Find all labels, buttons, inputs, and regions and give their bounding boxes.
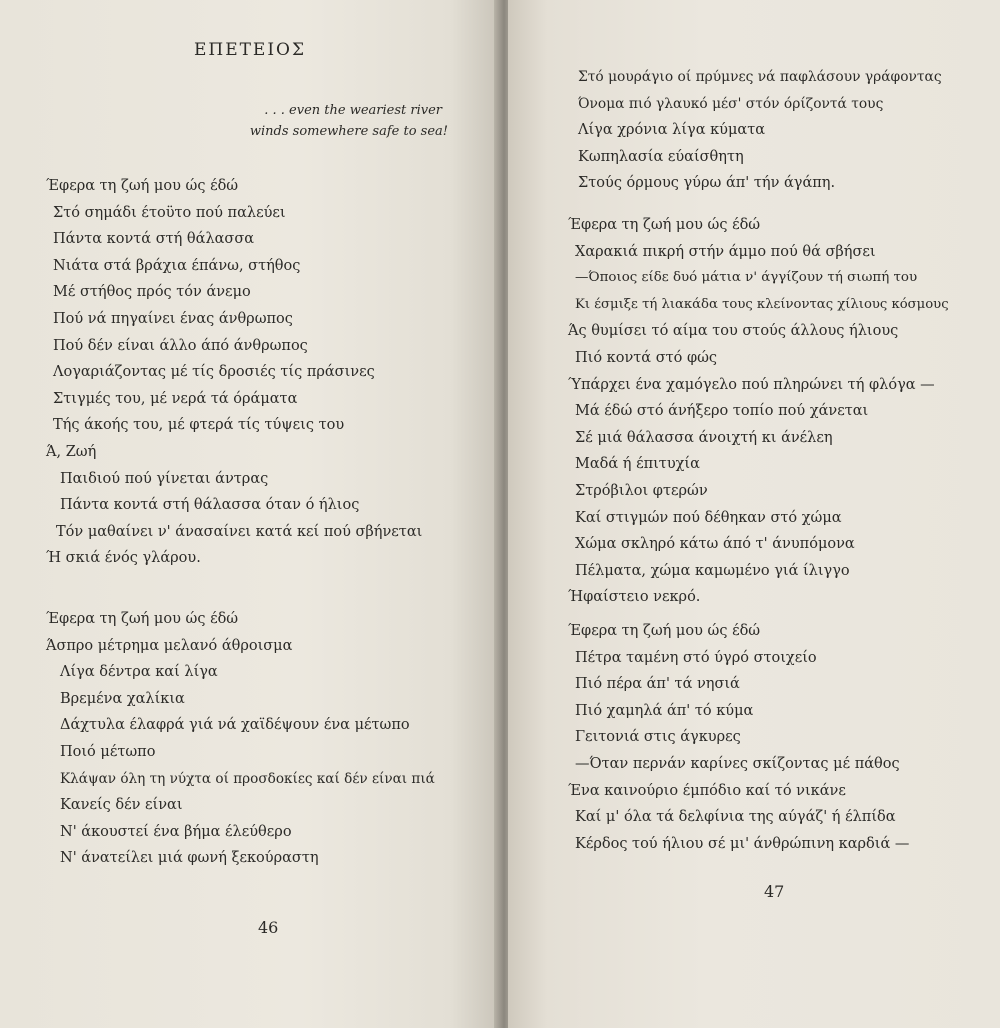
verse-line: Στούς όρμους γύρω άπ' τήν άγάπη.	[578, 175, 836, 192]
verse-line: Νιάτα στά βράχια έπάνω, στήθος	[53, 257, 301, 274]
stanza	[46, 606, 435, 872]
verse-line: Πάντα κοντά στή θάλασσα	[53, 231, 255, 248]
verse-line: Έφερα τη ζωή μου ώς έδώ	[568, 623, 761, 639]
verse-line: Πού δέν είναι άλλο άπό άνθρωπος	[53, 337, 308, 354]
verse-line: Λίγα δέντρα καί λίγα	[60, 664, 218, 681]
verse-line: Καί μ' όλα τά δελφίνια της αύγάζ' ή έλπίδα	[575, 809, 896, 826]
verse-line: Πιό χαμηλά άπ' τό κύμα	[575, 702, 754, 719]
verse-line: Ά, Ζωή	[46, 443, 97, 460]
verse-line: —Όποιος είδε δυό μάτια ν' άγγίζουν τή σιωπή του	[575, 270, 918, 286]
stanza	[568, 618, 909, 857]
epigraph-line: winds somewhere safe to sea!	[249, 124, 448, 139]
verse-line: Λίγα χρόνια λίγα κύματα	[578, 122, 766, 139]
verse-line: Τής άκοής του, μέ φτερά τίς τύψεις του	[53, 417, 345, 434]
verse-line: Ένα καινούριο έμπόδιο καί τό νικάνε	[568, 782, 846, 799]
verse-line: Ήφαίστειο νεκρό.	[568, 589, 701, 606]
verse-line: Στό σημάδι έτοϋτο πού παλεύει	[53, 204, 286, 221]
verse-line: Χαρακιά πικρή στήν άμμο πού θά σβήσει	[575, 243, 876, 260]
verse-line: Πέτρα ταμένη στό ύγρό στοιχείο	[575, 649, 817, 666]
stanza	[578, 64, 942, 197]
verse-line: Πιό πέρα άπ' τά νησιά	[575, 676, 740, 693]
verse-line: Έφερα τη ζωή μου ώς έδώ	[568, 217, 761, 233]
verse-line: Έφερα τη ζωή μου ώς έδώ	[46, 611, 239, 627]
verse-line: Στό μουράγιο οί πρύμνες νά παφλάσουν γράφοντας	[578, 69, 942, 85]
verse-line: Σέ μιά θάλασσα άνοιχτή κι άνέλεη	[575, 429, 833, 446]
verse-line: Χώμα σκληρό κάτω άπό τ' άνυπόμονα	[575, 536, 855, 553]
verse-line: Ποιό μέτωπο	[60, 743, 156, 760]
verse-line: Κέρδος τού ήλιου σέ μι' άνθρώπινη καρδιά —	[575, 835, 910, 852]
verse-line: Όνομα πιό γλαυκό μέσ' στόν όρίζοντά τους	[578, 95, 884, 112]
verse-line: Κωπηλασία εύαίσθητη	[578, 148, 744, 165]
verse-line: Γειτονιά στις άγκυρες	[575, 729, 741, 746]
verse-line: Δάχτυλα έλαφρά γιά νά χαϊδέψουν ένα μέτωπο	[60, 717, 410, 734]
verse-line: Καί στιγμών πού δέθηκαν στό χώμα	[575, 509, 842, 526]
verse-line: Μά έδώ στό άνήξερο τοπίο πού χάνεται	[575, 403, 869, 420]
verse-line: Άσπρο μέτρημα μελανό άθροισμα	[46, 637, 293, 654]
verse-line: Έφερα τη ζωή μου ώς έδώ	[46, 178, 239, 194]
verse-line: Λογαριάζοντας μέ τίς δροσιές τίς πράσινες	[53, 364, 375, 381]
verse-line: Στιγμές του, μέ νερά τά όράματα	[53, 390, 298, 407]
verse-line: —Όταν περνάν καρίνες σκίζοντας μέ πάθος	[575, 755, 900, 772]
verse-line: Ν' άκουστεί ένα βήμα έλεύθερο	[60, 823, 292, 840]
verse-line: Κι έσμιξε τή λιακάδα τους κλείνοντας χίλιους κόσμους	[575, 296, 949, 312]
epigraph-line: . . . even the weariest river	[264, 103, 442, 118]
epigraph	[249, 100, 448, 142]
verse-line: Άς θυμίσει τό αίμα του στούς άλλους ήλιους	[568, 323, 899, 340]
page-number: 46	[258, 918, 279, 937]
verse-line: Μαδά ή έπιτυχία	[575, 456, 700, 473]
verse-line: Κλάψαν όλη τη νύχτα οί προσδοκίες καί δέν είναι πιά	[60, 770, 435, 787]
verse-line: Παιδιού πού γίνεται άντρας	[60, 470, 269, 487]
verse-line: Βρεμένα χαλίκια	[60, 690, 185, 707]
verse-line: Πιό κοντά στό φώς	[575, 349, 718, 366]
stanza	[568, 212, 949, 611]
verse-line: Στρόβιλοι φτερών	[575, 482, 708, 499]
verse-line: Κανείς δέν είναι	[60, 797, 183, 814]
verse-line: Τόν μαθαίνει ν' άνασαίνει κατά κεί πού σβήνεται	[56, 523, 423, 540]
verse-line: Πού νά πηγαίνει ένας άνθρωπος	[53, 310, 293, 327]
stanza	[46, 173, 422, 572]
poem-title: ΕΠΕΤΕΙΟΣ	[193, 40, 307, 60]
verse-line: Πάντα κοντά στή θάλασσα όταν ό ήλιος	[60, 497, 360, 514]
verse-line: Πέλματα, χώμα καμωμένο γιά ίλιγγο	[575, 562, 850, 579]
verse-line: Ν' άνατείλει μιά φωνή ξεκούραστη	[60, 850, 319, 867]
verse-line: Ή σκιά ένός γλάρου.	[46, 550, 201, 567]
verse-line: Μέ στήθος πρός τόν άνεμο	[53, 284, 251, 301]
right-page	[508, 0, 1000, 1028]
verse-line: Ύπάρχει ένα χαμόγελο πού πληρώνει τή φλόγα —	[568, 376, 935, 393]
page-number: 47	[764, 882, 785, 901]
